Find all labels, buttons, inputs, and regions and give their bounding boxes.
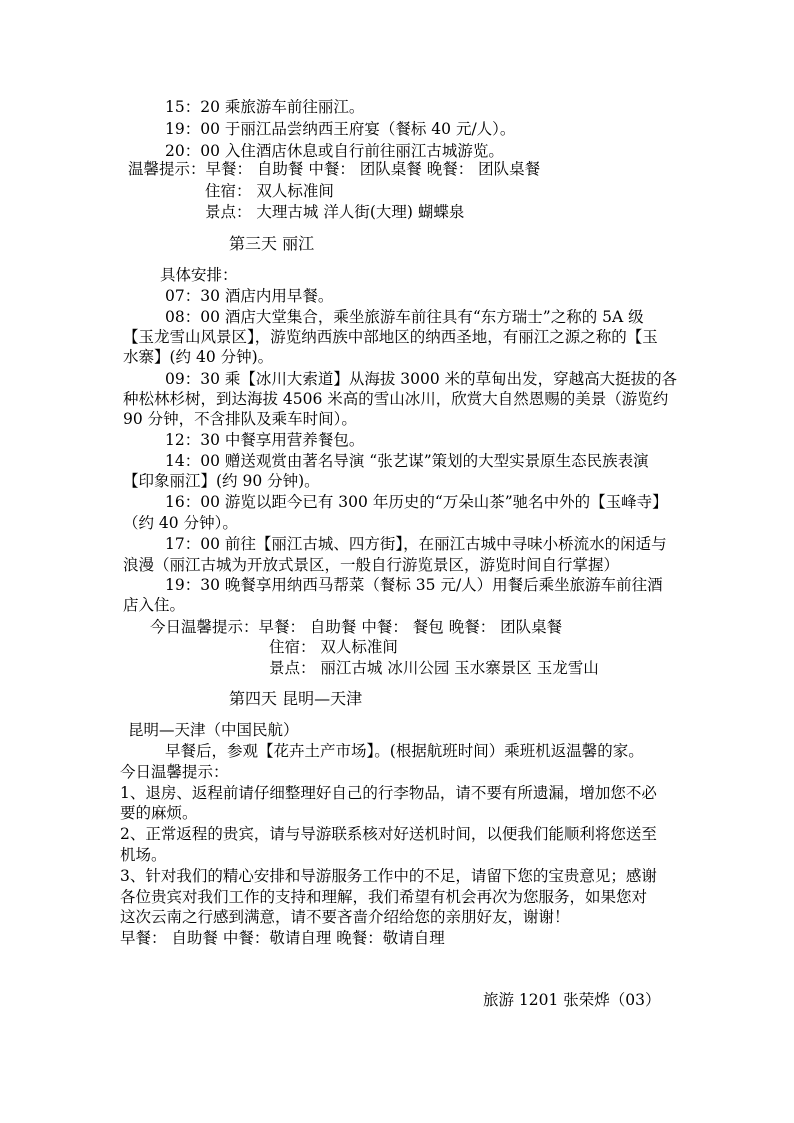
- schedule-line: 09：30 乘【冰川大索道】从海拔 3000 米的草甸出发，穿越高大挺拔的各: [165, 370, 678, 388]
- schedule-line: 15：20 乘旅游车前往丽江。: [165, 98, 365, 116]
- day-title: 第三天 丽江: [229, 234, 315, 253]
- schedule-line: 16：00 游览以距今已有 300 年历史的“万朵山茶”驰名中外的【玉峰寺】: [165, 493, 668, 511]
- meals-line: 早餐： 自助餐 中餐：敬请自理 晚餐：敬请自理: [120, 929, 445, 947]
- tips-meals: 温馨提示：早餐： 自助餐 中餐： 团队桌餐 晚餐： 团队桌餐: [128, 160, 541, 178]
- tips-lodging: 住宿： 双人标准间: [205, 182, 334, 200]
- schedule-line: 【玉龙雪山风景区】，游览纳西族中部地区的纳西圣地，有丽江之源之称的【玉: [123, 328, 658, 346]
- schedule-line: 17：00 前往【丽江古城、四方街】，在丽江古城中寻味小桥流水的闲适与: [165, 535, 667, 553]
- tips-lodging: 住宿： 双人标准间: [269, 638, 398, 656]
- schedule-line: 90 分钟，不含排队及乘车时间）。: [123, 410, 357, 428]
- tips-meals: 今日温馨提示：早餐： 自助餐 中餐： 餐包 晚餐： 团队桌餐: [150, 618, 563, 636]
- schedule-line: 店入住。: [123, 596, 186, 614]
- schedule-line: 12：30 中餐享用营养餐包。: [165, 431, 365, 449]
- schedule-line: 【印象丽江】(约 90 分钟)。: [123, 472, 320, 490]
- schedule-line: 14：00 赠送观赏由著名导演 “张艺谋”策划的大型实景原生态民族表演: [165, 452, 649, 470]
- schedule-line: 种松林杉树，到达海拔 4506 米高的雪山冰川，欣赏大自然恩赐的美景（游览约: [123, 390, 669, 408]
- flight-info: 昆明—天津（中国民航）: [128, 721, 299, 739]
- schedule-line: 浪漫（丽江古城为开放式景区，一般自行游览景区，游览时间自行掌握）: [123, 556, 620, 574]
- schedule-line: 08：00 酒店大堂集合，乘坐旅游车前往具有“东方瑞士”之称的 5A 级: [165, 308, 644, 326]
- tips-heading: 今日温馨提示：: [120, 763, 229, 781]
- schedule-line: 20：00 入住酒店休息或自行前往丽江古城游览。: [165, 142, 504, 160]
- tip-line: 2、正常返程的贵宾，请与导游联系核对好送机时间，以便我们能顺利将您送至: [120, 825, 657, 843]
- schedule-line: （约 40 分钟）。: [123, 514, 238, 532]
- tip-line: 各位贵宾对我们工作的支持和理解，我们希望有机会再次为您服务，如果您对: [120, 888, 648, 906]
- tip-line: 3、针对我们的精心安排和导游服务工作中的不足，请留下您的宝贵意见；感谢: [120, 867, 657, 885]
- schedule-line: 19：00 于丽江品尝纳西王府宴（餐标 40 元/人）。: [165, 120, 516, 138]
- author-signature: 旅游 1201 张荣烨（03）: [483, 991, 661, 1009]
- day-title: 第四天 昆明—天津: [229, 689, 363, 708]
- intro-label: 具体安排：: [160, 266, 238, 284]
- day-description: 早餐后，参观【花卉土产市场】。(根据航班时间）乘班机返温馨的家。: [165, 742, 644, 760]
- tips-sights: 景点： 丽江古城 冰川公园 玉水寨景区 玉龙雪山: [269, 659, 599, 677]
- schedule-line: 07：30 酒店内用早餐。: [165, 287, 334, 305]
- tips-sights: 景点： 大理古城 洋人街(大理) 蝴蝶泉: [205, 203, 465, 221]
- tip-line: 这次云南之行感到满意，请不要吝啬介绍给您的亲朋好友，谢谢！: [120, 908, 570, 926]
- tip-line: 1、退房、返程前请仔细整理好自己的行李物品，请不要有所遗漏，增加您不必: [120, 784, 657, 802]
- tip-line: 机场。: [120, 846, 167, 864]
- tip-line: 要的麻烦。: [120, 804, 198, 822]
- schedule-line: 19：30 晚餐享用纳西马帮菜（餐标 35 元/人）用餐后乘坐旅游车前往酒: [165, 576, 663, 594]
- schedule-line: 水寨】(约 40 分钟)。: [123, 348, 274, 366]
